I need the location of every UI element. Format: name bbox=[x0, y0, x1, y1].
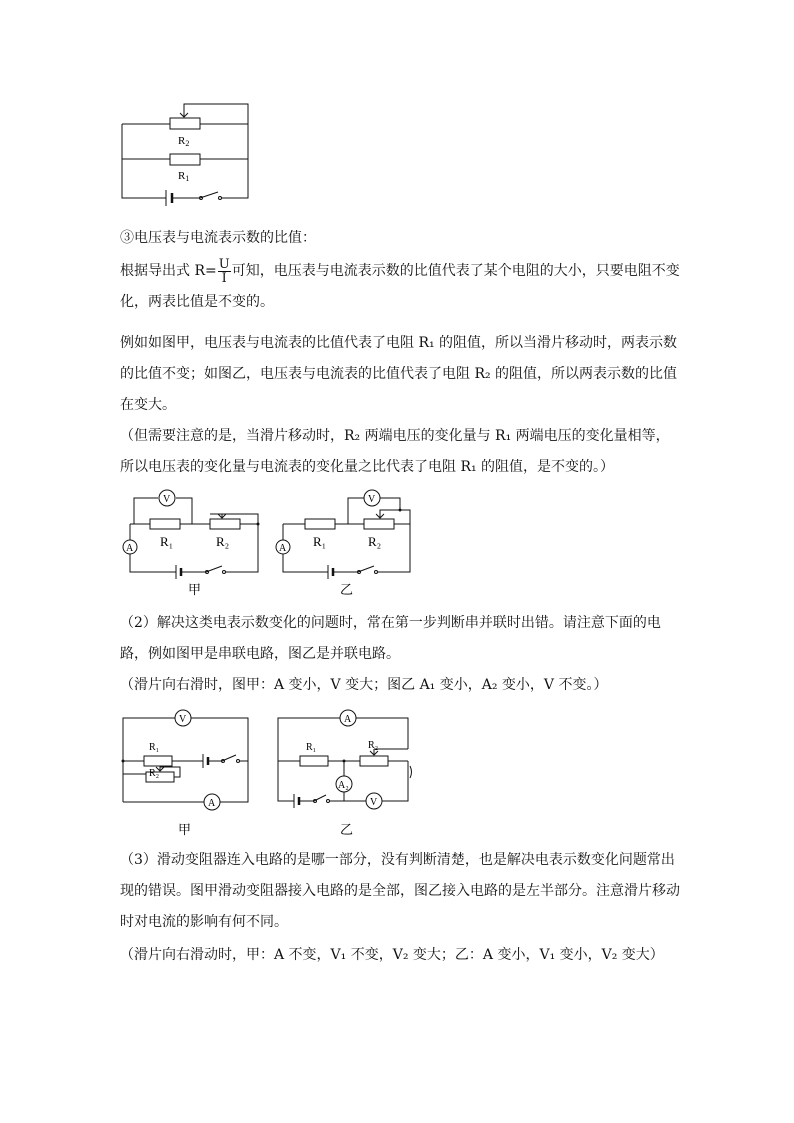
ammeter-label: A₂ bbox=[338, 780, 349, 791]
circuit-diagram-top bbox=[118, 100, 258, 210]
r1-label: R₁ bbox=[160, 534, 174, 549]
figure-label-yi: 乙 bbox=[340, 822, 354, 837]
r1-label: R₁ bbox=[313, 534, 327, 549]
figure-label-yi: 乙 bbox=[340, 582, 354, 597]
fraction-u-over-i: $\frac{U}{I}$ bbox=[218, 256, 230, 286]
circuit-diagram-middle bbox=[118, 488, 418, 600]
paragraph-note: （但需要注意的是，当滑片移动时，R₂ 两端电压的变化量与 R₁ 两端电压的变化量相等，所以电压表的变化量与电流表的变化量之比代表了电阻 R₁ 的阻值，是不变的。） bbox=[120, 428, 670, 475]
r2-label: R₂ bbox=[216, 534, 230, 549]
ammeter-label: A bbox=[344, 714, 352, 725]
voltmeter-label: V bbox=[368, 494, 376, 505]
figure-label-jia: 甲 bbox=[188, 582, 202, 597]
r2-label: R₂ bbox=[368, 534, 382, 549]
r1-label: R1 bbox=[178, 170, 190, 183]
voltmeter-label: V bbox=[370, 797, 378, 808]
section-heading: ③电压表与电流表示数的比值： bbox=[120, 230, 316, 246]
paragraph-example: 例如如图甲，电压表与电流表的比值代表了电阻 R₁ 的阻值，所以当滑片移动时，两表示数的比值不变；如图乙，电压表与电流表的比值代表了电阻 R₂ 的阻值，所以两表示数的比值在变大。 bbox=[120, 335, 678, 413]
ammeter-label: A bbox=[279, 543, 287, 554]
circuit-diagram-lower bbox=[118, 704, 418, 842]
paragraph-rheostat: （3）滑动变阻器连入电路的是哪一部分，没有判断清楚，也是解决电表示数变化问题常出现的错误。图甲滑动变阻器接入电路的是全部，图乙接入电路的是左半部分。注意滑片移动时对电流的影响有何不同。 bbox=[120, 852, 680, 930]
r2-label: R2 bbox=[178, 135, 190, 148]
paragraph-slider-right: （滑片向右滑时，图甲：A 变小，V 变大；图乙 A₁ 变小，A₂ 变小，V 不变。） bbox=[120, 677, 608, 693]
voltmeter-label: V bbox=[163, 494, 171, 505]
paragraph-series-parallel: （2）解决这类电表示数变化的问题时，常在第一步判断串并联时出错。请注意下面的电路，例如图甲是串联电路，图乙是并联电路。 bbox=[120, 615, 661, 662]
r2-label: R₂ bbox=[149, 768, 160, 779]
r1-label: R₁ bbox=[149, 742, 160, 753]
ammeter-label: A bbox=[126, 543, 134, 554]
r1-label: R₁ bbox=[306, 742, 317, 753]
paragraph-slider-right-2: （滑片向右滑动时，甲：A 不变，V₁ 不变，V₂ 变大；乙：A 变小，V₁ 变小，V₂ 变大） bbox=[120, 947, 664, 963]
paragraph-formula: 根据导出式 R= $\frac{U}{I}$ 可知，电压表与电流表示数的比值代表了某个电阻的大小，只要电阻不变化，两表比值是不变的。 bbox=[120, 256, 680, 310]
voltmeter-label: V bbox=[179, 714, 187, 725]
figure-label-jia: 甲 bbox=[178, 822, 192, 837]
r2-label: R₂ bbox=[368, 740, 379, 751]
ammeter-label: A bbox=[208, 798, 216, 809]
